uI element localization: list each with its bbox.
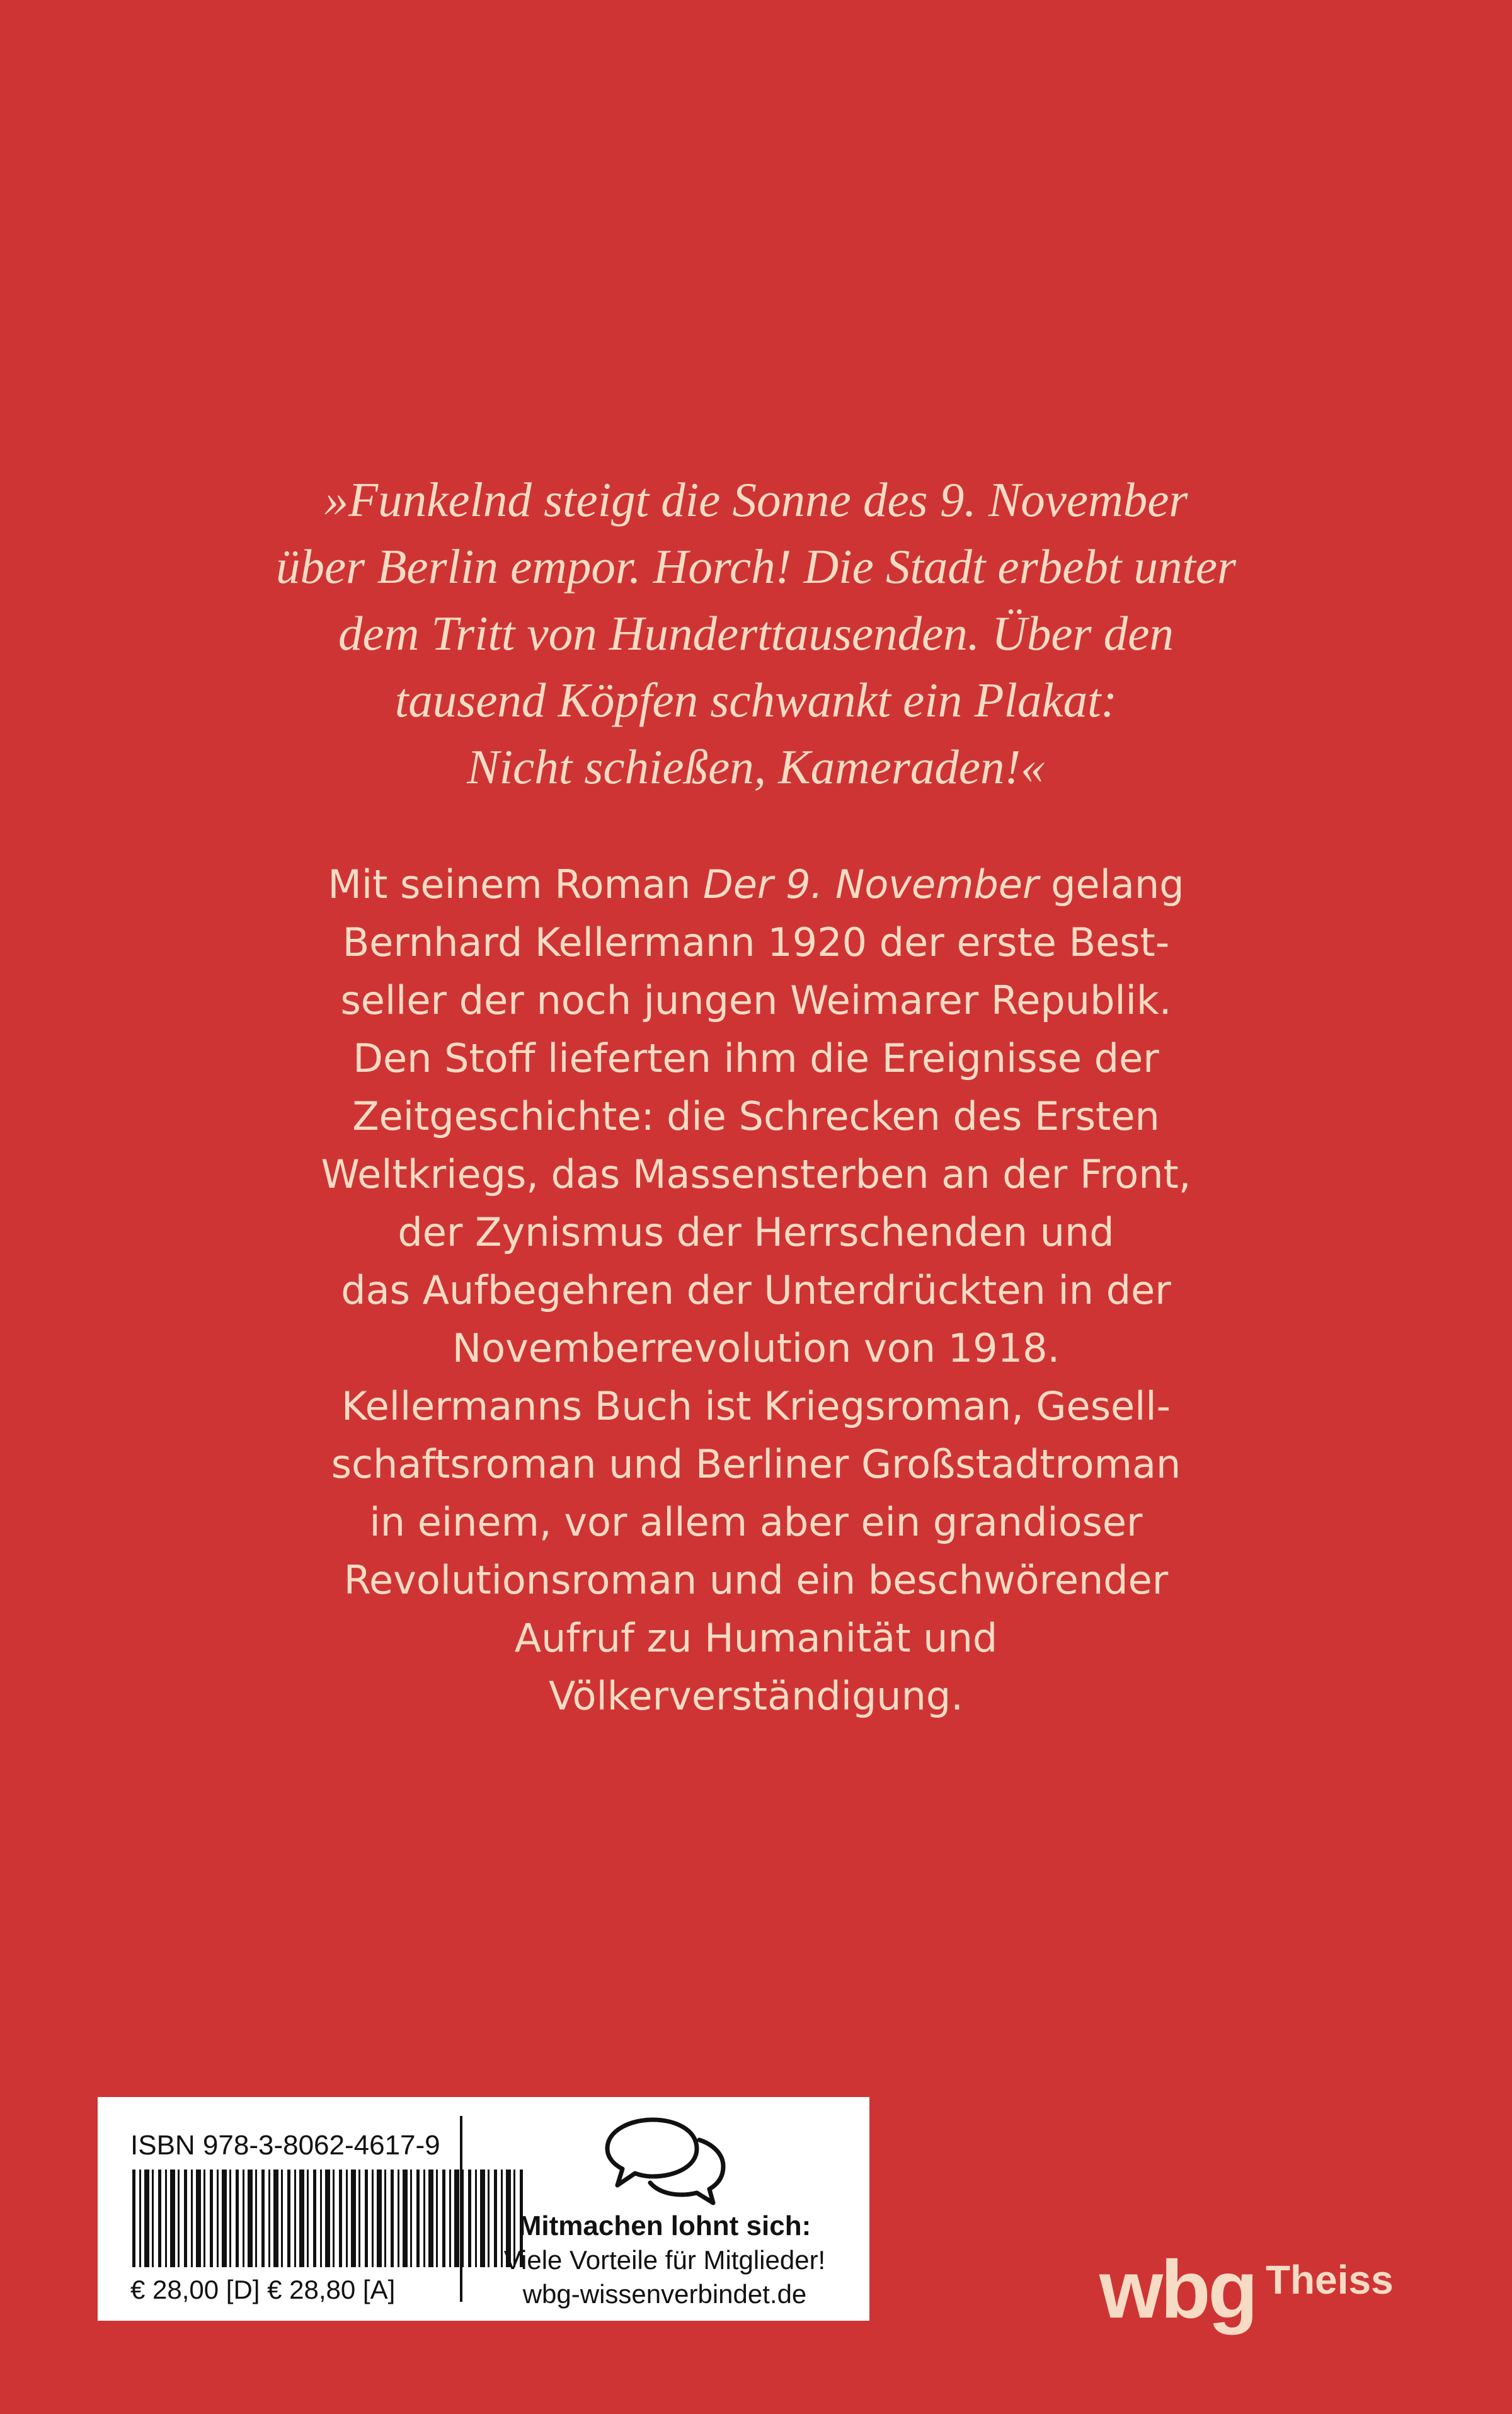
membership-promo (469, 2111, 860, 2311)
blurb-line: Novemberrevolution von 1918. (452, 1325, 1060, 1371)
promo-website: wbg-wissenverbindet.de (522, 2279, 807, 2309)
blurb-line: Aufruf zu Humanität und (514, 1615, 998, 1661)
quote-line: dem Tritt von Hunderttausenden. Über den (338, 606, 1174, 660)
isbn-text: ISBN 978-3-8062-4617-9 (130, 2130, 440, 2161)
panel-divider (460, 2116, 462, 2302)
barcode-icon (132, 2170, 523, 2267)
quote-line: »Funkelnd steigt die Sonne des 9. November (324, 473, 1188, 527)
blurb-line: Völkerverständigung. (549, 1673, 963, 1719)
book-title-in-text: Der 9. November (703, 861, 1039, 907)
blurb-line: der Zynismus der Herrschenden und (398, 1209, 1114, 1255)
wbg-logo-text: wbg (1099, 2243, 1256, 2335)
blurb-line: das Aufbegehren der Unterdrückten in der (341, 1267, 1171, 1313)
blurb-line: Bernhard Kellermann 1920 der erste Best- (342, 919, 1170, 965)
imprint-name: Theiss (1265, 2257, 1394, 2302)
blurb-line: seller der noch jungen Weimarer Republik. (340, 977, 1172, 1023)
blurb-line: Kellermanns Buch ist Kriegsroman, Gesell- (341, 1383, 1171, 1429)
blurb-line: Den Stoff lieferten ihm die Ereignisse der (353, 1035, 1159, 1081)
blurb-line: in einem, vor allem aber ein grandioser (369, 1499, 1143, 1545)
cover-quote (126, 466, 1386, 800)
promo-benefits: Viele Vorteile für Mitglieder! (503, 2245, 826, 2275)
blurb-line (126, 856, 1386, 914)
quote-line: Nicht schießen, Kameraden!« (467, 740, 1045, 794)
blurb-line: Weltkriegs, das Massensterben an der Front, (321, 1151, 1191, 1197)
price-text: € 28,00 [D] € 28,80 [A] (130, 2275, 396, 2304)
quote-line: über Berlin empor. Horch! Die Stadt erbebt unter (275, 539, 1237, 594)
promo-headline: Mitmachen lohnt sich: (518, 2210, 811, 2241)
book-blurb (126, 856, 1386, 1725)
blurb-text: Mit seinem Roman (328, 861, 703, 907)
blurb-line: Revolutionsroman und ein beschwörender (343, 1557, 1169, 1603)
blurb-line: Zeitgeschichte: die Schrecken des Ersten (352, 1093, 1160, 1139)
blurb-line: schaftsroman und Berliner Großstadtroman (331, 1441, 1181, 1487)
quote-line: tausend Köpfen schwankt ein Plakat: (394, 673, 1118, 727)
barcode-panel (98, 2097, 869, 2321)
blurb-text: gelang (1038, 861, 1184, 907)
speech-bubbles-icon (598, 2111, 731, 2205)
publisher-logo (1099, 2242, 1394, 2336)
